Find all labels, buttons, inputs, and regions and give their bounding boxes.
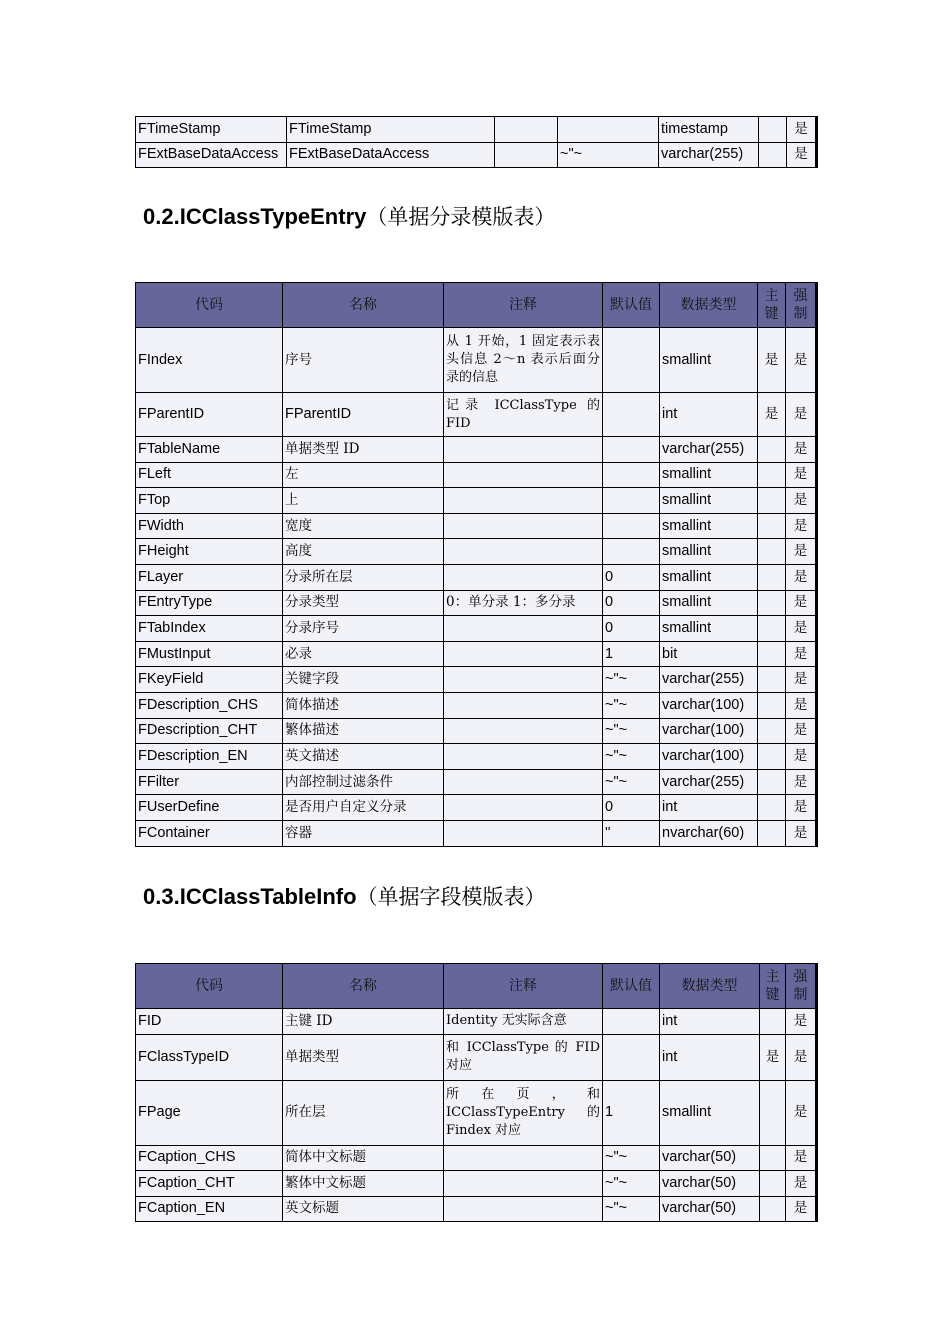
cell-code: FDescription_CHT: [136, 718, 283, 744]
cell-required: 是: [787, 142, 817, 168]
cell-name: 所在层: [283, 1080, 444, 1145]
cell-default: ~"~: [603, 1196, 660, 1222]
cell-comment: [444, 513, 603, 539]
table-row: [136, 667, 817, 693]
cell-comment: 从 1 开始，1 固定表示表头信息 2～n 表示后面分录的信息: [444, 328, 603, 393]
cell-default: 0: [603, 590, 660, 616]
cell-comment: [444, 1171, 603, 1197]
cell-required: 是: [786, 1145, 817, 1171]
cell-required: 是: [786, 1009, 817, 1035]
cell-name: 宽度: [283, 513, 444, 539]
cell-datatype: varchar(100): [660, 692, 758, 718]
cell-datatype: smallint: [660, 462, 758, 488]
cell-default: ~"~: [603, 718, 660, 744]
cell-default: [603, 488, 660, 514]
cell-comment: [444, 692, 603, 718]
cell-datatype: nvarchar(60): [660, 820, 758, 846]
cell-primary-key: [758, 462, 786, 488]
section-number: 0.2.: [143, 204, 180, 229]
cell-name: 英文标题: [283, 1196, 444, 1222]
cell-comment: 所在页，和 ICClassTypeEntry 的 Findex 对应: [444, 1080, 603, 1145]
cell-code: FCaption_CHT: [136, 1171, 283, 1197]
cell-primary-key: [758, 820, 786, 846]
cell-code: FLayer: [136, 564, 283, 590]
cell-required: 是: [786, 437, 817, 463]
table-row: [136, 616, 817, 642]
cell-default: 0: [603, 616, 660, 642]
cell-code: FIndex: [136, 328, 283, 393]
cell-primary-key: [758, 667, 786, 693]
section-name: ICClassTableInfo: [179, 884, 357, 909]
cell-comment: [444, 718, 603, 744]
cell-comment: [495, 142, 558, 168]
cell-primary-key: [760, 1080, 786, 1145]
cell-comment: Identity 无实际含意: [444, 1009, 603, 1035]
cell-code: FWidth: [136, 513, 283, 539]
table-row: [136, 488, 817, 514]
cell-name: FTimeStamp: [287, 117, 495, 143]
cell-primary-key: [760, 1171, 786, 1197]
cell-comment: [444, 795, 603, 821]
cell-default: ~"~: [603, 1145, 660, 1171]
cell-name: 容器: [283, 820, 444, 846]
cell-comment: 记录 ICClassType 的 FID: [444, 393, 603, 437]
cell-primary-key: 是: [758, 328, 786, 393]
cell-code: FTop: [136, 488, 283, 514]
cell-required: 是: [786, 328, 817, 393]
cell-datatype: smallint: [660, 590, 758, 616]
cell-primary-key: [760, 1145, 786, 1171]
cell-name: 分录所在层: [283, 564, 444, 590]
cell-name: 关键字段: [283, 667, 444, 693]
table-row: [136, 1145, 817, 1171]
cell-comment: 和 ICClassType 的 FID 对应: [444, 1034, 603, 1080]
table-row: [136, 744, 817, 770]
cell-comment: [444, 641, 603, 667]
cell-default: '': [603, 820, 660, 846]
cell-datatype: smallint: [660, 488, 758, 514]
cell-default: [603, 462, 660, 488]
cell-name: 繁体中文标题: [283, 1171, 444, 1197]
cell-name: 高度: [283, 539, 444, 565]
cell-required: 是: [786, 744, 817, 770]
cell-code: FEntryType: [136, 590, 283, 616]
cell-code: FClassTypeID: [136, 1034, 283, 1080]
field-table-continued: [135, 116, 818, 168]
cell-datatype: varchar(255): [660, 667, 758, 693]
cell-primary-key: [758, 437, 786, 463]
cell-name: 左: [283, 462, 444, 488]
cell-primary-key: [760, 1009, 786, 1035]
cell-required: 是: [786, 513, 817, 539]
cell-datatype: varchar(50): [660, 1145, 760, 1171]
table-row: [136, 769, 817, 795]
cell-comment: [444, 488, 603, 514]
cell-name: 分录类型: [283, 590, 444, 616]
cell-required: 是: [786, 795, 817, 821]
cell-primary-key: 是: [760, 1034, 786, 1080]
table-row: [136, 718, 817, 744]
cell-default: [603, 328, 660, 393]
cell-datatype: varchar(255): [660, 437, 758, 463]
header-name: 名称: [283, 964, 444, 1009]
section-heading-classtableinfo: [143, 881, 546, 911]
cell-comment: [444, 1196, 603, 1222]
table-row: [136, 1171, 817, 1197]
classtableinfo-table: [135, 963, 818, 1222]
cell-datatype: smallint: [660, 513, 758, 539]
header-primary-key: 主键: [760, 964, 786, 1009]
cell-required: 是: [786, 667, 817, 693]
cell-default: [603, 1034, 660, 1080]
cell-name: 英文描述: [283, 744, 444, 770]
cell-datatype: int: [660, 393, 758, 437]
cell-default: 1: [603, 1080, 660, 1145]
table-row: [136, 692, 817, 718]
cell-required: 是: [786, 564, 817, 590]
cell-code: FFilter: [136, 769, 283, 795]
cell-primary-key: [758, 513, 786, 539]
cell-required: 是: [786, 641, 817, 667]
cell-name: 单据类型: [283, 1034, 444, 1080]
cell-datatype: varchar(100): [660, 744, 758, 770]
table-row: [136, 564, 817, 590]
cell-datatype: timestamp: [659, 117, 759, 143]
header-primary-key: 主键: [758, 283, 786, 328]
cell-primary-key: [758, 769, 786, 795]
table-row: [136, 513, 817, 539]
cell-name: FExtBaseDataAccess: [287, 142, 495, 168]
table-row: [136, 1080, 817, 1145]
cell-default: ~"~: [603, 1171, 660, 1197]
cell-comment: [444, 667, 603, 693]
cell-required: 是: [786, 1080, 817, 1145]
table-row: [136, 820, 817, 846]
cell-default: 1: [603, 641, 660, 667]
table-row: [136, 641, 817, 667]
table-row: [136, 590, 817, 616]
cell-datatype: varchar(50): [660, 1196, 760, 1222]
cell-comment: [444, 564, 603, 590]
cell-primary-key: 是: [758, 393, 786, 437]
cell-primary-key: [758, 718, 786, 744]
cell-required: 是: [786, 539, 817, 565]
cell-comment: 0：单分录 1：多分录: [444, 590, 603, 616]
cell-datatype: smallint: [660, 539, 758, 565]
cell-primary-key: [758, 488, 786, 514]
section-subtitle: （单据分录模版表）: [366, 205, 556, 229]
cell-required: 是: [786, 1196, 817, 1222]
cell-default: ~"~: [603, 692, 660, 718]
header-default: 默认值: [603, 964, 660, 1009]
cell-required: 是: [786, 393, 817, 437]
cell-name: 序号: [283, 328, 444, 393]
cell-code: FID: [136, 1009, 283, 1035]
cell-code: FUserDefine: [136, 795, 283, 821]
classtypeentry-table: [135, 282, 818, 847]
cell-default: 0: [603, 795, 660, 821]
table-row: [136, 142, 817, 168]
cell-primary-key: [758, 590, 786, 616]
cell-code: FMustInput: [136, 641, 283, 667]
header-default: 默认值: [603, 283, 660, 328]
cell-comment: [444, 820, 603, 846]
cell-datatype: varchar(255): [659, 142, 759, 168]
table-row: [136, 539, 817, 565]
cell-comment: [444, 769, 603, 795]
cell-required: 是: [786, 616, 817, 642]
cell-primary-key: [758, 641, 786, 667]
cell-default: 0: [603, 564, 660, 590]
cell-datatype: varchar(255): [660, 769, 758, 795]
header-name: 名称: [283, 283, 444, 328]
cell-code: FContainer: [136, 820, 283, 846]
header-comment: 注释: [444, 964, 603, 1009]
cell-code: FParentID: [136, 393, 283, 437]
cell-name: 上: [283, 488, 444, 514]
cell-comment: [444, 744, 603, 770]
cell-datatype: varchar(50): [660, 1171, 760, 1197]
cell-code: FDescription_CHS: [136, 692, 283, 718]
cell-required: 是: [787, 117, 817, 143]
cell-required: 是: [786, 1034, 817, 1080]
cell-name: 是否用户自定义分录: [283, 795, 444, 821]
cell-name: 主键 ID: [283, 1009, 444, 1035]
cell-required: 是: [786, 692, 817, 718]
cell-required: 是: [786, 462, 817, 488]
cell-primary-key: [758, 539, 786, 565]
cell-required: 是: [786, 590, 817, 616]
cell-code: FKeyField: [136, 667, 283, 693]
cell-default: [603, 1009, 660, 1035]
cell-datatype: bit: [660, 641, 758, 667]
table-row: [136, 393, 817, 437]
cell-default: [603, 437, 660, 463]
cell-name: 分录序号: [283, 616, 444, 642]
header-required: 强制: [786, 283, 817, 328]
cell-primary-key: [760, 1196, 786, 1222]
header-datatype: 数据类型: [660, 283, 758, 328]
cell-required: 是: [786, 488, 817, 514]
cell-code: FLeft: [136, 462, 283, 488]
cell-code: FTimeStamp: [136, 117, 287, 143]
table-row: [136, 437, 817, 463]
table-row: [136, 117, 817, 143]
cell-required: 是: [786, 1171, 817, 1197]
cell-name: 单据类型 ID: [283, 437, 444, 463]
cell-name: 繁体描述: [283, 718, 444, 744]
cell-default: ~"~: [558, 142, 659, 168]
cell-comment: [495, 117, 558, 143]
cell-name: 必录: [283, 641, 444, 667]
cell-required: 是: [786, 820, 817, 846]
cell-code: FCaption_EN: [136, 1196, 283, 1222]
cell-comment: [444, 1145, 603, 1171]
cell-primary-key: [758, 744, 786, 770]
cell-code: FDescription_EN: [136, 744, 283, 770]
cell-datatype: int: [660, 1009, 760, 1035]
cell-primary-key: [758, 616, 786, 642]
cell-default: ~"~: [603, 769, 660, 795]
cell-default: [603, 513, 660, 539]
cell-code: FExtBaseDataAccess: [136, 142, 287, 168]
cell-default: ~"~: [603, 744, 660, 770]
section-name: ICClassTypeEntry: [179, 204, 367, 229]
header-datatype: 数据类型: [660, 964, 760, 1009]
section-heading-classtypeentry: [143, 201, 555, 231]
cell-comment: [444, 437, 603, 463]
cell-default: [603, 539, 660, 565]
cell-primary-key: [758, 795, 786, 821]
table-row: [136, 1034, 817, 1080]
table-row: [136, 1009, 817, 1035]
cell-code: FPage: [136, 1080, 283, 1145]
cell-code: FTabIndex: [136, 616, 283, 642]
cell-datatype: smallint: [660, 616, 758, 642]
cell-code: FCaption_CHS: [136, 1145, 283, 1171]
cell-comment: [444, 462, 603, 488]
cell-code: FHeight: [136, 539, 283, 565]
cell-name: FParentID: [283, 393, 444, 437]
cell-datatype: smallint: [660, 328, 758, 393]
table-row: [136, 1196, 817, 1222]
cell-comment: [444, 539, 603, 565]
cell-datatype: smallint: [660, 1080, 760, 1145]
cell-datatype: int: [660, 795, 758, 821]
table-row: [136, 328, 817, 393]
cell-datatype: smallint: [660, 564, 758, 590]
header-code: 代码: [136, 964, 283, 1009]
cell-primary-key: [759, 117, 787, 143]
cell-name: 简体描述: [283, 692, 444, 718]
table-row: [136, 795, 817, 821]
cell-code: FTableName: [136, 437, 283, 463]
cell-default: [558, 117, 659, 143]
table-row: [136, 462, 817, 488]
header-required: 强制: [786, 964, 817, 1009]
cell-required: 是: [786, 718, 817, 744]
cell-name: 内部控制过滤条件: [283, 769, 444, 795]
section-number: 0.3.: [143, 884, 180, 909]
cell-required: 是: [786, 769, 817, 795]
cell-primary-key: [758, 692, 786, 718]
cell-comment: [444, 616, 603, 642]
cell-datatype: int: [660, 1034, 760, 1080]
cell-primary-key: [758, 564, 786, 590]
cell-name: 简体中文标题: [283, 1145, 444, 1171]
cell-primary-key: [759, 142, 787, 168]
header-code: 代码: [136, 283, 283, 328]
cell-default: ~"~: [603, 667, 660, 693]
section-subtitle: （单据字段模版表）: [356, 885, 546, 909]
cell-default: [603, 393, 660, 437]
cell-datatype: varchar(100): [660, 718, 758, 744]
header-comment: 注释: [444, 283, 603, 328]
